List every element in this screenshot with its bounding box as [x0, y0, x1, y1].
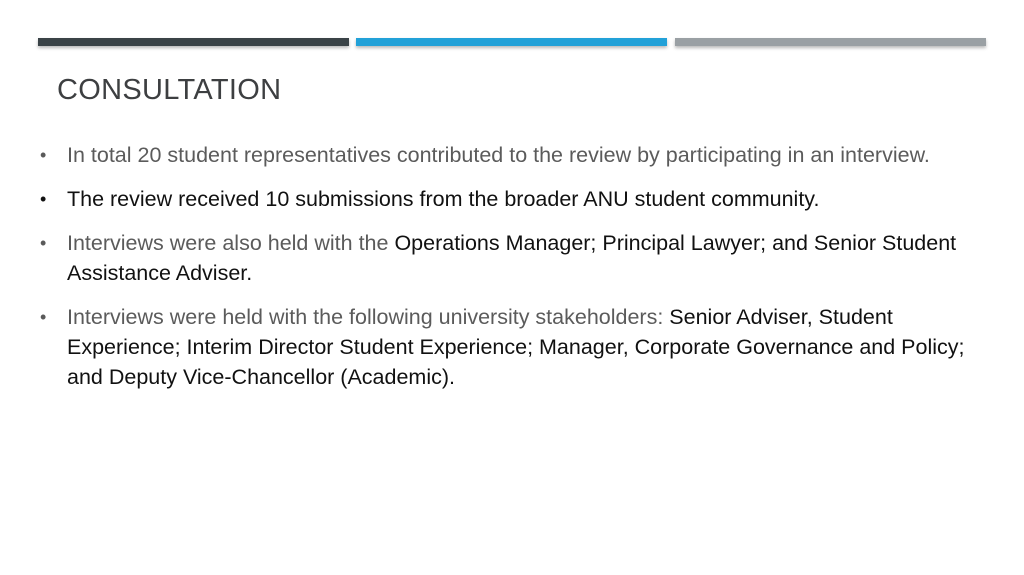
- bullet-text-muted: Interviews were held with the following university stakeholders:: [67, 305, 670, 329]
- slide-title: CONSULTATION: [57, 74, 282, 106]
- bullet-text-muted: Interviews were also held with the: [67, 231, 395, 255]
- bullet-text-dark: Senior Adviser, Student Experience; Interim Director Student Experience; Manager, Corporate Governance and Policy; and Deputy Vice-Chancellor (Academic).: [67, 305, 965, 389]
- bullet-text-dark: The review received 10 submissions from the broader ANU student community.: [67, 187, 820, 211]
- bullet-icon: •: [40, 189, 47, 209]
- bullet-item: [40, 228, 970, 288]
- bullet-text-muted: In total 20 student representatives contributed to the review by participating in an interview.: [67, 143, 930, 167]
- bullet-item: [40, 184, 970, 214]
- decorative-bar-dark: [38, 38, 349, 46]
- bullet-icon: •: [40, 307, 47, 327]
- bullet-icon: •: [40, 233, 47, 253]
- decorative-bar-gray: [675, 38, 986, 46]
- bullet-item: [40, 140, 970, 170]
- bullet-text-dark: Operations Manager; Principal Lawyer; and Senior Student Assistance Adviser.: [67, 231, 957, 285]
- bullet-list: [40, 140, 970, 406]
- decorative-bar-blue: [356, 38, 667, 46]
- bullet-item: [40, 302, 970, 392]
- bullet-icon: •: [40, 145, 47, 165]
